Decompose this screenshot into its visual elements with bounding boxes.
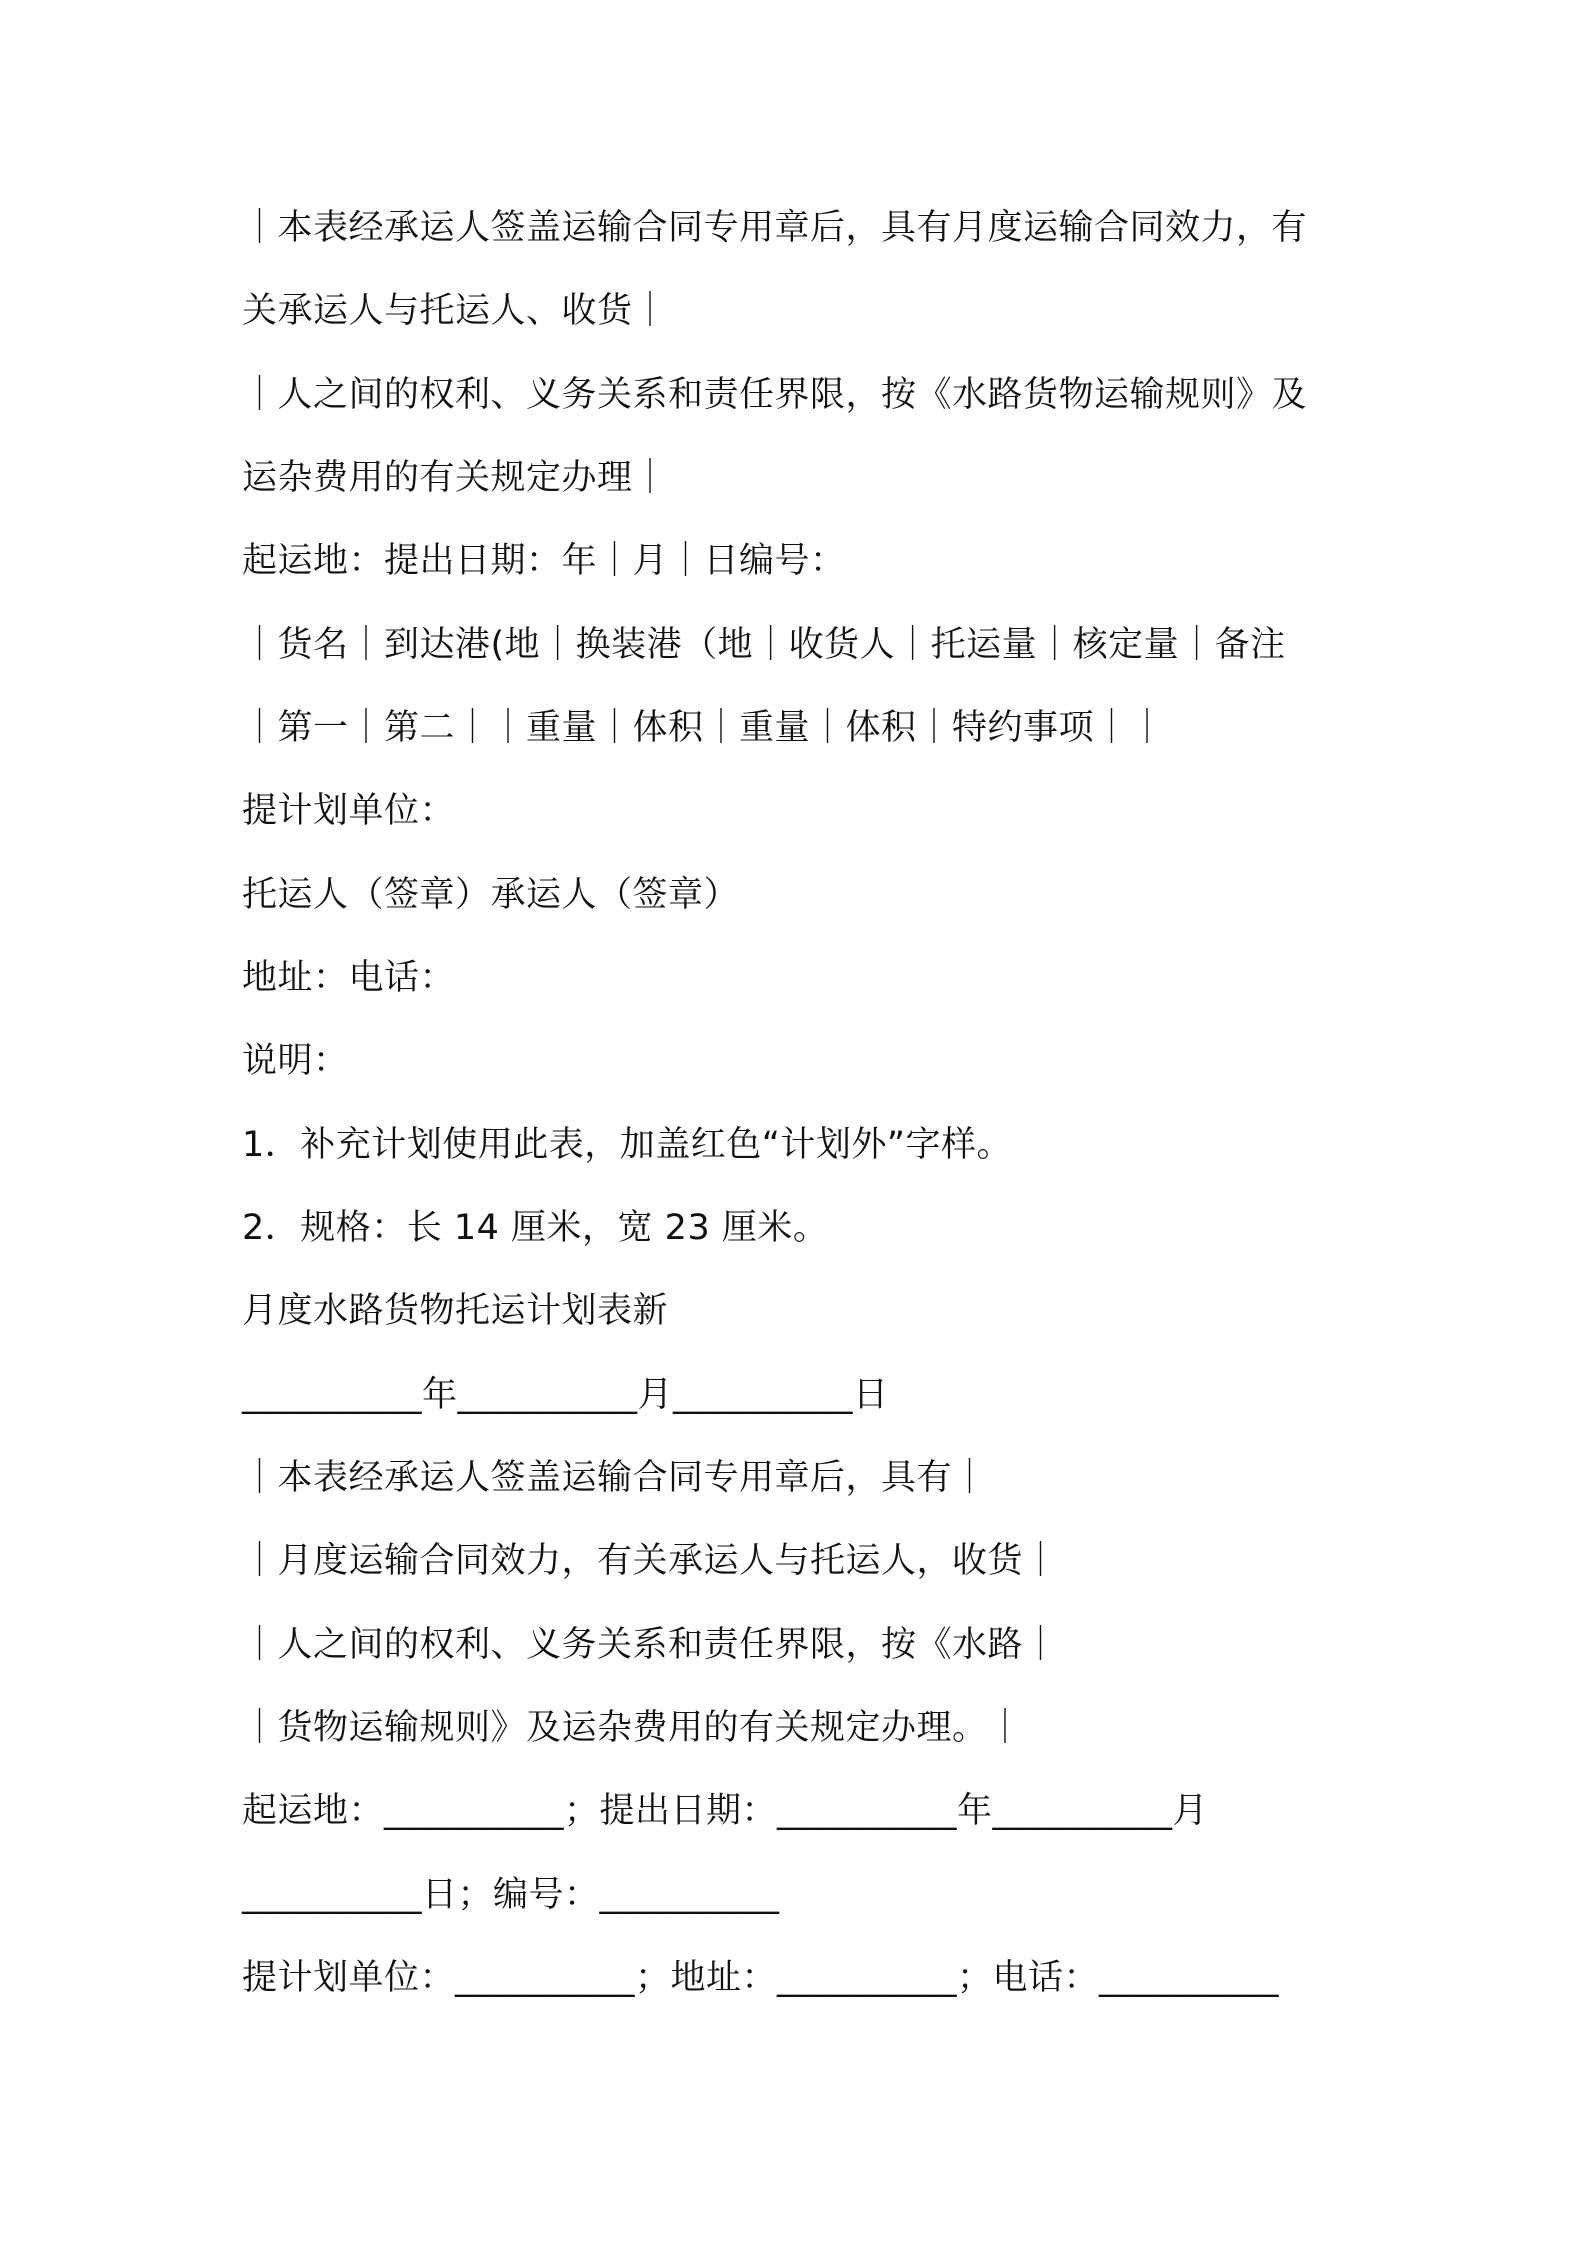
text-line: 运杂费用的有关规定办理｜ [242, 458, 669, 498]
text-line: ｜人之间的权利、义务关系和责任界限，按《水路货物运输规则》及 [242, 375, 1308, 415]
notes-heading: 说明： [242, 1041, 349, 1081]
note-item: 2．规格：长 14 厘米，宽 23 厘米。 [242, 1208, 829, 1248]
text-line: ｜人之间的权利、义务关系和责任界限，按《水路｜ [242, 1625, 1059, 1665]
signature-line: 托运人（签章）承运人（签章） [242, 875, 740, 915]
table-header-row: ｜货名｜到达港(地｜换装港（地｜收货人｜托运量｜核定量｜备注 [242, 625, 1286, 665]
form-field-line: 起运地：__________；提出日期：__________年__________月 [242, 1791, 1209, 1831]
text-line: ｜本表经承运人签盖运输合同专用章后，具有月度运输合同效力，有 [242, 208, 1308, 248]
form-field-line: 提计划单位：__________；地址：__________；电话：__________ [242, 1958, 1280, 1998]
note-item: 1．补充计划使用此表，加盖红色“计划外”字样。 [242, 1125, 1013, 1165]
date-line: __________年__________月__________日 [242, 1375, 889, 1415]
text-line: 关承运人与托运人、收货｜ [242, 291, 669, 331]
form-title: 月度水路货物托运计划表新 [242, 1291, 669, 1331]
text-line: 提计划单位： [242, 791, 456, 831]
form-field-line: __________日；编号：__________ [242, 1875, 780, 1915]
text-line: 起运地：提出日期：年｜月｜日编号： [242, 541, 846, 581]
text-line: ｜月度运输合同效力，有关承运人与托运人，收货｜ [242, 1541, 1059, 1581]
text-line: ｜本表经承运人签盖运输合同专用章后，具有｜ [242, 1458, 988, 1498]
text-line: ｜货物运输规则》及运杂费用的有关规定办理。｜ [242, 1708, 1024, 1748]
text-line: 地址：电话： [242, 958, 456, 998]
table-subheader-row: ｜第一｜第二｜｜重量｜体积｜重量｜体积｜特约事项｜｜ [242, 708, 1166, 748]
